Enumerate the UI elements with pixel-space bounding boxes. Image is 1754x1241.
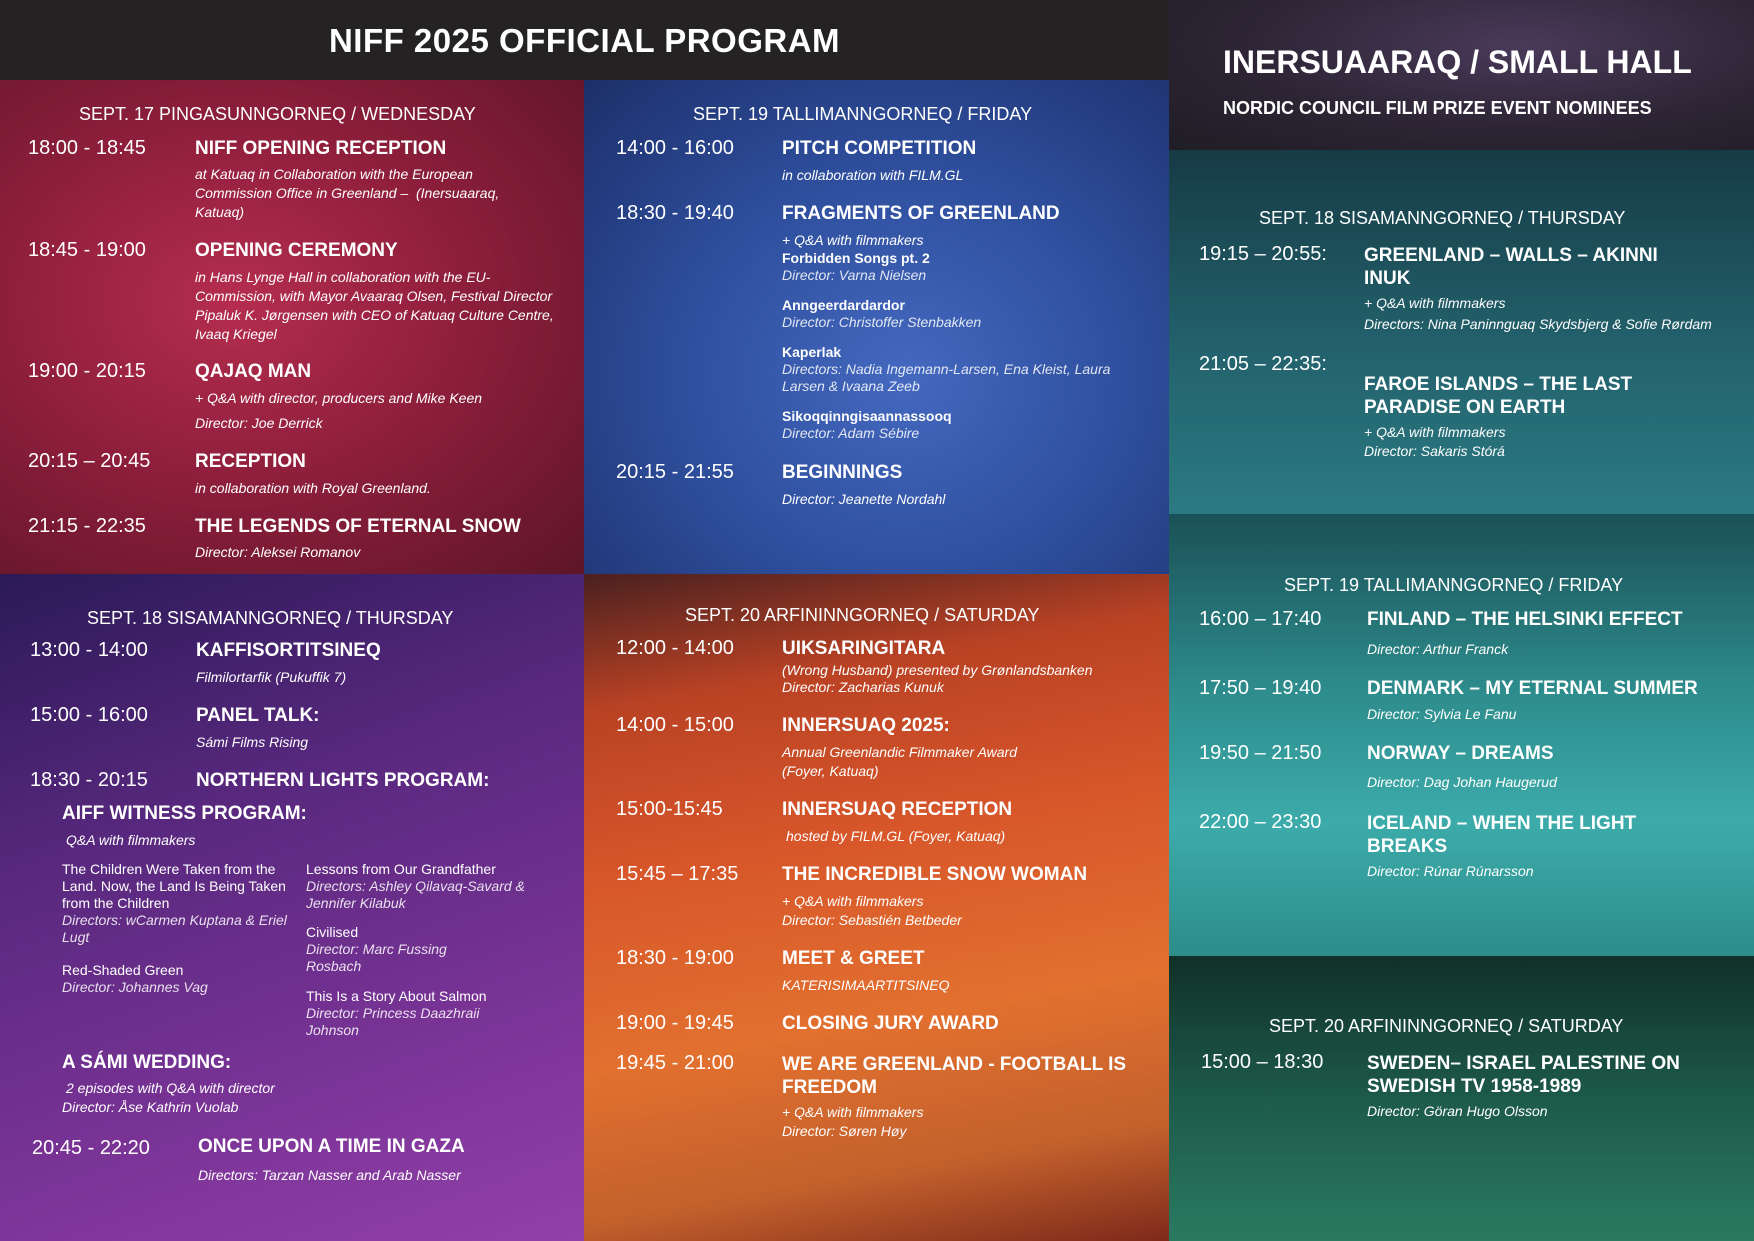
film-director: Director: Varna Nielsen — [782, 267, 927, 283]
wedding-director: Director: Åse Kathrin Vuolab — [62, 1099, 239, 1115]
day-header — [685, 605, 1039, 626]
event-note: Director: Rúnar Rúnarsson — [1367, 863, 1534, 879]
event-time: 19:15 – 20:55: — [1199, 243, 1327, 265]
event-note: + Q&A with filmmakers — [1364, 424, 1506, 440]
film-title: This Is a Story About Salmon — [306, 988, 487, 1004]
event-director: Director: Joe Derrick — [195, 415, 323, 431]
film-title: The Children Were Taken from the Land. Now, the Land Is Being Taken from the Children — [62, 861, 286, 911]
day-header-weekday: / FRIDAY — [1543, 575, 1624, 595]
event-note: Director: Aleksei Romanov — [195, 544, 361, 560]
film-item — [782, 344, 1122, 395]
event-note: (Wrong Husband) presented by Grønlandsbanken — [782, 662, 1093, 678]
event-time: 15:00-15:45 — [616, 798, 723, 820]
event-time: 16:00 – 17:40 — [1199, 608, 1322, 630]
event-title: INNERSUAQ RECEPTION — [782, 799, 1013, 820]
event-note: Annual Greenlandic Filmmaker Award — [782, 744, 1017, 760]
event-title: NIFF OPENING RECEPTION — [195, 138, 447, 159]
event-title: RECEPTION — [195, 451, 306, 472]
film-director: Director: Marc Fussing Rosbach — [306, 941, 447, 974]
event-time: 17:50 – 19:40 — [1199, 677, 1322, 699]
event-time: 20:15 – 20:45 — [28, 450, 151, 472]
day-panel-sept-17 — [0, 80, 584, 574]
event-title: WE ARE GREENLAND - FOOTBALL IS FREEDOM — [782, 1054, 1127, 1098]
film-title: Anngeerdardardor — [782, 297, 905, 313]
event-title: BEGINNINGS — [782, 462, 903, 483]
event-title: UIKSARINGITARA — [782, 638, 946, 659]
event-note: + Q&A with filmmakers — [782, 232, 924, 248]
day-header — [1259, 208, 1625, 229]
day-header-date: SEPT. 19 TALLIMANNGORNEQ — [693, 104, 953, 124]
program-header — [0, 0, 1169, 80]
film-title: Red-Shaded Green — [62, 962, 184, 978]
event-title: SWEDEN– ISRAEL PALESTINE ON SWEDISH TV 1958-1989 — [1367, 1053, 1680, 1097]
film-title: Forbidden Songs pt. 2 — [782, 250, 930, 266]
day-header-date: SEPT. 18 SISAMANNGORNEQ — [1259, 208, 1514, 228]
small-hall-sept-19 — [1169, 514, 1754, 956]
day-header-weekday: / THURSDAY — [341, 608, 454, 628]
day-header — [87, 608, 453, 629]
film-director: Director: Christoffer Stenbakken — [782, 314, 982, 330]
day-header-weekday: / FRIDAY — [952, 104, 1033, 124]
day-panel-sept-20 — [584, 574, 1169, 1241]
event-note: Directors: Tarzan Nasser and Arab Nasser — [198, 1167, 461, 1183]
event-title: NORTHERN LIGHTS PROGRAM: — [196, 770, 490, 791]
event-note: + Q&A with director, producers and Mike Keen — [195, 390, 483, 406]
event-title: NORWAY – DREAMS — [1367, 743, 1554, 764]
film-item — [782, 250, 1122, 284]
event-time: 15:45 – 17:35 — [616, 863, 739, 885]
event-time: 18:30 - 20:15 — [30, 769, 148, 791]
event-time: 20:45 - 22:20 — [32, 1137, 150, 1159]
event-time: 19:00 - 20:15 — [28, 360, 146, 382]
event-director: Director: Zacharias Kunuk — [782, 679, 944, 695]
day-header-date: SEPT. 19 TALLIMANNGORNEQ — [1284, 575, 1544, 595]
day-header-date: SEPT. 18 SISAMANNGORNEQ — [87, 608, 342, 628]
event-title: QAJAQ MAN — [195, 361, 312, 382]
event-note: in collaboration with Royal Greenland. — [195, 480, 431, 496]
event-time: 13:00 - 14:00 — [30, 639, 148, 661]
film-title: Kaperlak — [782, 344, 842, 360]
event-note: Filmilortarfik (Pukuffik 7) — [196, 669, 347, 685]
event-time: 18:30 - 19:40 — [616, 202, 734, 224]
event-note: + Q&A with filmmakers — [782, 1104, 924, 1120]
event-title: PITCH COMPETITION — [782, 138, 977, 159]
film-item — [782, 297, 1122, 331]
event-note: in Hans Lynge Hall in collaboration with the EU-Commission, with Mayor Avaaraq Olsen, Festival Director Pipaluk K. Jørgensen with CEO of Katuaq Culture Centre, Ivaaq Kriegel — [195, 269, 554, 342]
event-note: at Katuaq in Collaboration with the European Commission Office in Greenland – (Inersuaaraq, Katuaq) — [195, 166, 500, 220]
small-hall-subtitle: NORDIC COUNCIL FILM PRIZE EVENT NOMINEES — [1223, 98, 1652, 118]
event-title: ICELAND – WHEN THE LIGHT BREAKS — [1367, 813, 1637, 857]
event-note: Director: Göran Hugo Olsson — [1367, 1103, 1548, 1119]
day-header-weekday: / WEDNESDAY — [346, 104, 476, 124]
event-note: Director: Jeanette Nordahl — [782, 491, 946, 507]
film-director: Directors: Ashley Qilavaq-Savard & Jennifer Kilabuk — [306, 878, 525, 911]
event-note: Director: Sylvia Le Fanu — [1367, 706, 1517, 722]
day-header — [79, 104, 476, 125]
event-director: Director: Søren Høy — [782, 1123, 907, 1139]
event-note: Director: Arthur Franck — [1367, 641, 1509, 657]
event-time: 20:15 - 21:55 — [616, 461, 734, 483]
event-note-2: (Foyer, Katuaq) — [782, 763, 879, 779]
film-title: Lessons from Our Grandfather — [306, 861, 496, 877]
day-header-date: SEPT. 20 ARFININNGORNEQ — [1269, 1016, 1514, 1036]
wedding-note: 2 episodes with Q&A with director — [66, 1080, 275, 1096]
film-item — [62, 962, 287, 996]
event-title: CLOSING JURY AWARD — [782, 1013, 999, 1034]
event-title: OPENING CEREMONY — [195, 240, 398, 261]
event-title: THE INCREDIBLE SNOW WOMAN — [782, 864, 1088, 885]
film-director: Director: Johannes Vag — [62, 979, 208, 995]
event-note: Sámi Films Rising — [196, 734, 309, 750]
small-hall-sept-20 — [1169, 956, 1754, 1241]
event-time: 19:00 - 19:45 — [616, 1012, 734, 1034]
event-note: hosted by FILM.GL (Foyer, Katuaq) — [786, 828, 1006, 844]
film-director: Director: Princess Daazhraii Johnson — [306, 1005, 480, 1038]
event-time: 12:00 - 14:00 — [616, 637, 734, 659]
event-time: 18:45 - 19:00 — [28, 239, 146, 261]
day-panel-sept-19 — [584, 80, 1169, 574]
event-note: Director: Dag Johan Haugerud — [1367, 774, 1557, 790]
day-header — [1284, 575, 1623, 596]
day-panel-sept-18 — [0, 574, 584, 1241]
event-time: 21:05 – 22:35: — [1199, 353, 1327, 375]
event-title: THE LEGENDS OF ETERNAL SNOW — [195, 516, 521, 537]
event-title: INNERSUAQ 2025: — [782, 715, 950, 736]
page-title: NIFF 2025 OFFICIAL PROGRAM — [328, 22, 841, 59]
day-header — [1269, 1016, 1623, 1037]
event-director: Director: Sakaris Stórá — [1364, 443, 1505, 459]
event-title: GREENLAND – WALLS – AKINNI INUK — [1364, 245, 1658, 289]
film-item — [306, 924, 466, 975]
aiff-program-note: Q&A with filmmakers — [66, 832, 196, 848]
film-item — [306, 861, 536, 912]
small-hall-title: INERSUAARAQ / SMALL HALL — [1223, 44, 1692, 80]
film-director: Directors: Nadia Ingemann-Larsen, Ena Kleist, Laura Larsen & Ivaana Zeeb — [782, 361, 1111, 394]
event-director: Directors: Nina Paninnguaq Skydsbjerg & Sofie Rørdam — [1364, 316, 1712, 332]
day-header-weekday: / SATURDAY — [1513, 1016, 1624, 1036]
event-time: 14:00 - 16:00 — [616, 137, 734, 159]
event-time: 18:30 - 19:00 — [616, 947, 734, 969]
event-time: 15:00 - 16:00 — [30, 704, 148, 726]
event-title: FRAGMENTS OF GREENLAND — [782, 203, 1060, 224]
event-director: Director: Sebastién Betbeder — [782, 912, 962, 928]
day-header-weekday: / THURSDAY — [1513, 208, 1626, 228]
event-note: KATERISIMAARTITSINEQ — [782, 977, 950, 993]
aiff-program-title: AIFF WITNESS PROGRAM: — [62, 803, 307, 824]
film-item — [62, 861, 287, 946]
day-header-weekday: / SATURDAY — [929, 605, 1040, 625]
day-header-date: SEPT. 17 PINGASUNNGORNEQ — [79, 104, 347, 124]
event-title: PANEL TALK: — [196, 705, 320, 726]
day-header — [693, 104, 1032, 125]
film-title: Civilised — [306, 924, 359, 940]
event-time: 15:00 – 18:30 — [1201, 1051, 1324, 1073]
small-hall-header — [1169, 0, 1754, 150]
film-item — [306, 988, 536, 1039]
small-hall-sept-18 — [1169, 150, 1754, 514]
film-title: Sikoqqinngisaannassooq — [782, 408, 952, 424]
event-note: + Q&A with filmmakers — [782, 893, 924, 909]
day-header-date: SEPT. 20 ARFININNGORNEQ — [685, 605, 930, 625]
event-time: 14:00 - 15:00 — [616, 714, 734, 736]
event-title: ONCE UPON A TIME IN GAZA — [198, 1136, 465, 1157]
event-note: + Q&A with filmmakers — [1364, 295, 1506, 311]
event-note: in collaboration with FILM.GL — [782, 167, 964, 183]
event-title: KAFFISORTITSINEQ — [196, 640, 381, 661]
event-time: 19:50 – 21:50 — [1199, 742, 1322, 764]
event-time: 18:00 - 18:45 — [28, 137, 146, 159]
event-time: 22:00 – 23:30 — [1199, 811, 1322, 833]
event-title: DENMARK – MY ETERNAL SUMMER — [1367, 678, 1698, 699]
film-item — [782, 408, 1122, 442]
event-title: FAROE ISLANDS – THE LAST PARADISE ON EARTH — [1364, 374, 1633, 418]
event-title: FINLAND – THE HELSINKI EFFECT — [1367, 609, 1683, 630]
film-director: Directors: wCarmen Kuptana & Eriel Lugt — [62, 912, 287, 945]
wedding-title: A SÁMI WEDDING: — [62, 1052, 232, 1073]
film-director: Director: Adam Sébire — [782, 425, 920, 441]
event-time: 21:15 - 22:35 — [28, 515, 146, 537]
event-title: MEET & GREET — [782, 948, 925, 969]
event-time: 19:45 - 21:00 — [616, 1052, 734, 1074]
